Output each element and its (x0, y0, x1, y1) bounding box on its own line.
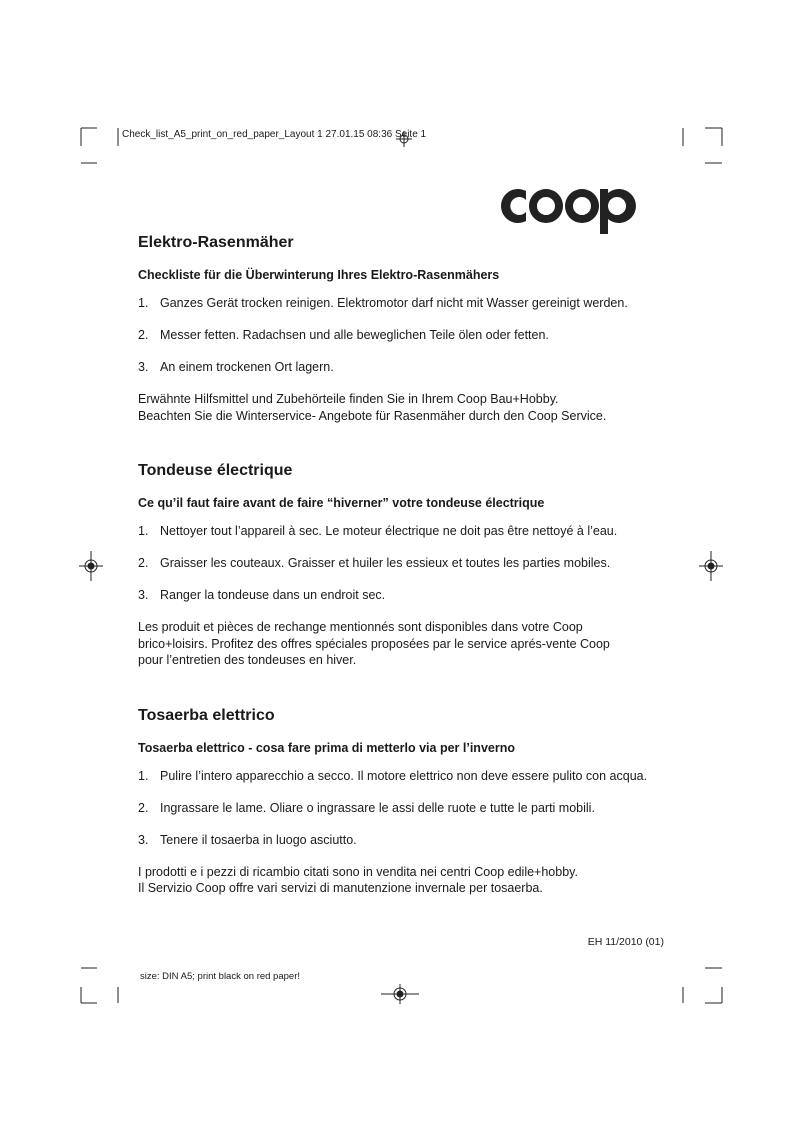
section-note: Les produit et pièces de rechange mentionnés sont disponibles dans votre Coop brico+loisirs. Profitez des offres spéciales proposées par le service aprés-vente Coop pour l’entretien des tondeuses en hiver. (138, 620, 610, 667)
registration-mark-right-icon (699, 551, 723, 581)
list-item: 3. Ranger la tondeuse dans un endroit sec. (138, 588, 386, 602)
section-note: Erwähnte Hilfsmittel und Zubehörteile finden Sie in Ihrem Coop Bau+Hobby. Beachten Sie die Winterservice- Angebote für Rasenmäher durch den Coop Service. (138, 392, 607, 423)
section-note: I prodotti e i pezzi di ricambio citati sono in vendita nei centri Coop edile+hobby. Il Servizio Coop offre vari servizi di manutenzione invernale per tosaerba. (138, 864, 578, 895)
section-italian (138, 705, 678, 897)
list-item: 1. Nettoyer tout l’appareil à sec. Le moteur électrique ne doit pas être nettoyé à l’eau. (138, 524, 618, 538)
section-subtitle: Tosaerba elettrico - cosa fare prima di metterlo via per l’inverno (138, 740, 515, 755)
list-item: 3. Tenere il tosaerba in luogo asciutto. (138, 832, 357, 847)
list-item: 3. An einem trockenen Ort lagern. (138, 360, 334, 374)
document-code: EH 11/2010 (01) (587, 936, 664, 948)
section-subtitle: Checkliste für die Überwinterung Ihres Elektro-Rasenmähers (138, 268, 500, 282)
list-item: 2. Graisser les couteaux. Graisser et huiler les essieux et toutes les parties mobiles. (138, 556, 611, 570)
checklist (138, 768, 678, 848)
print-instruction: size: DIN A5; print black on red paper! (140, 971, 300, 982)
section-subtitle: Ce qu’il faut faire avant de faire “hiverner” votre tondeuse électrique (138, 496, 545, 510)
section-french (138, 460, 678, 669)
section-title: Tondeuse électrique (138, 462, 293, 479)
section-title: Elektro-Rasenmäher (138, 234, 294, 251)
section-german (138, 232, 678, 424)
list-item: 2. Ingrassare le lame. Oliare o ingrassare le assi delle ruote e tutte le parti mobili. (138, 800, 595, 815)
section-title: Tosaerba elettrico (138, 706, 275, 724)
list-item: 2. Messer fetten. Radachsen und alle beweglichen Teile ölen oder fetten. (138, 328, 549, 342)
checklist (138, 295, 678, 375)
document-body (138, 232, 678, 897)
coop-logo (496, 181, 666, 236)
list-item: 1. Ganzes Gerät trocken reinigen. Elektromotor darf nicht mit Wasser gereinigt werden. (138, 296, 628, 310)
registration-mark-bottom-icon (381, 984, 419, 1004)
registration-mark-left-icon (79, 551, 103, 581)
checklist (138, 523, 678, 603)
list-item: 1. Pulire l’intero apparecchio a secco. Il motore elettrico non deve essere pulito con acqua. (138, 768, 648, 783)
print-slug: Check_list_A5_print_on_red_paper_Layout 1 27.01.15 08:36 Seite 1 (122, 129, 427, 140)
